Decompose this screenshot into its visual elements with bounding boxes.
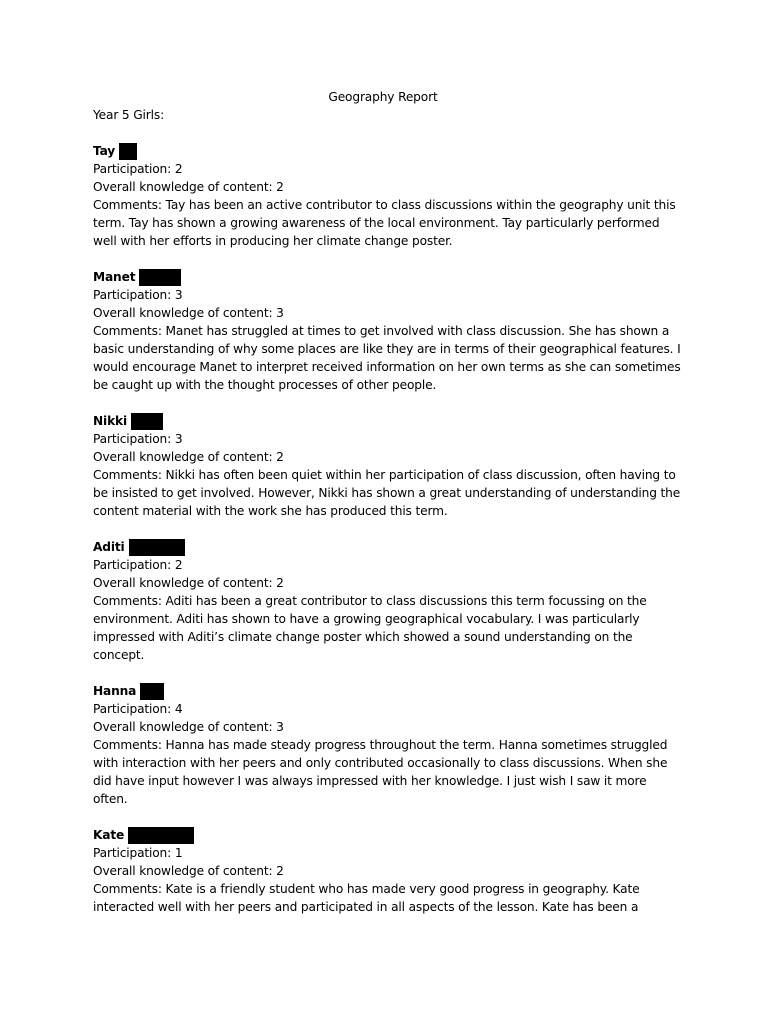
participation-value: 1 — [174, 846, 183, 860]
participation-line — [93, 844, 683, 862]
student-name-line — [93, 682, 683, 700]
report-page — [93, 88, 683, 934]
knowledge-label: Overall knowledge of content: — [93, 864, 277, 878]
student-name-line — [93, 826, 683, 844]
participation-value: 3 — [174, 432, 183, 446]
participation-value: 3 — [174, 288, 183, 302]
knowledge-value: 2 — [276, 180, 284, 194]
student-name: Hanna — [93, 684, 137, 698]
participation-label: Participation: — [93, 162, 175, 176]
student-name-line — [93, 268, 683, 286]
comments-text: Kate is a friendly student who has made very good progress in geography. Kate interacted well with her peers and participated in all aspects of the lesson. Kate has been a — [93, 882, 640, 914]
student-name: Kate — [93, 828, 125, 842]
participation-label: Participation: — [93, 432, 175, 446]
redacted-surname-block — [139, 269, 181, 286]
knowledge-line — [93, 448, 683, 466]
redacted-surname-block — [140, 683, 164, 700]
knowledge-value: 2 — [276, 864, 284, 878]
student-name-line — [93, 538, 683, 556]
participation-label: Participation: — [93, 558, 175, 572]
knowledge-value: 3 — [276, 720, 284, 734]
comments-text: Manet has struggled at times to get involved with class discussion. She has shown a basic understanding of why some places are like they are in terms of their geographical features. I would encourage Manet to interpret received information on her own terms as she can sometimes be caught up with the thought processes of other people. — [93, 324, 681, 392]
comments-label: Comments: — [93, 594, 166, 608]
redacted-surname-block — [131, 413, 163, 430]
comments-line — [93, 196, 683, 250]
comments-label: Comments: — [93, 324, 166, 338]
knowledge-label: Overall knowledge of content: — [93, 576, 277, 590]
student-entry — [93, 268, 683, 394]
comments-line — [93, 466, 683, 520]
participation-value: 2 — [174, 558, 183, 572]
knowledge-label: Overall knowledge of content: — [93, 306, 277, 320]
knowledge-line — [93, 718, 683, 736]
knowledge-line — [93, 178, 683, 196]
knowledge-value: 3 — [276, 306, 284, 320]
comments-text: Hanna has made steady progress throughout the term. Hanna sometimes struggled with interaction with her peers and only contributed occasionally to class discussions. When she did have input however I was always impressed with her knowledge. I just wish I saw it more often. — [93, 738, 668, 806]
student-entry — [93, 682, 683, 808]
knowledge-line — [93, 862, 683, 880]
comments-text: Tay has been an active contributor to class discussions within the geography unit this term. Tay has shown a growing awareness of the local environment. Tay particularly performed well with her efforts in producing her climate change poster. — [93, 198, 676, 248]
student-name: Nikki — [93, 414, 128, 428]
comments-label: Comments: — [93, 468, 166, 482]
comments-text: Nikki has often been quiet within her participation of class discussion, often having to be insisted to get involved. However, Nikki has shown a great understanding of understanding the content material with the work she has produced this term. — [93, 468, 681, 518]
participation-line — [93, 286, 683, 304]
student-entry — [93, 538, 683, 664]
participation-value: 4 — [174, 702, 183, 716]
student-entry — [93, 826, 683, 916]
student-name: Manet — [93, 270, 136, 284]
student-entry — [93, 412, 683, 520]
redacted-surname-block — [128, 827, 194, 844]
report-title: Geography Report — [328, 90, 438, 104]
knowledge-line — [93, 574, 683, 592]
participation-line — [93, 430, 683, 448]
student-name: Aditi — [93, 540, 125, 554]
comments-line — [93, 322, 683, 394]
comments-label: Comments: — [93, 882, 166, 896]
student-name-line — [93, 142, 683, 160]
redacted-surname-block — [129, 539, 185, 556]
comments-line — [93, 592, 683, 664]
participation-line — [93, 700, 683, 718]
participation-label: Participation: — [93, 288, 175, 302]
comments-label: Comments: — [93, 198, 166, 212]
comments-text: Aditi has been a great contributor to class discussions this term focussing on the environment. Aditi has shown to have a growing geographical vocabulary. I was particularly impressed with Aditi’s climate change poster which showed a sound understanding on the concept. — [93, 594, 647, 662]
knowledge-label: Overall knowledge of content: — [93, 720, 277, 734]
knowledge-value: 2 — [276, 576, 284, 590]
knowledge-value: 2 — [276, 450, 284, 464]
participation-label: Participation: — [93, 702, 175, 716]
report-subtitle: Year 5 Girls: — [93, 108, 165, 122]
knowledge-label: Overall knowledge of content: — [93, 450, 277, 464]
participation-value: 2 — [174, 162, 183, 176]
student-name-line — [93, 412, 683, 430]
knowledge-line — [93, 304, 683, 322]
student-entry — [93, 142, 683, 250]
comments-line — [93, 736, 683, 808]
redacted-surname-block — [119, 143, 137, 160]
comments-line — [93, 880, 683, 916]
student-name: Tay — [93, 144, 116, 158]
participation-label: Participation: — [93, 846, 175, 860]
participation-line — [93, 556, 683, 574]
participation-line — [93, 160, 683, 178]
knowledge-label: Overall knowledge of content: — [93, 180, 277, 194]
comments-label: Comments: — [93, 738, 166, 752]
